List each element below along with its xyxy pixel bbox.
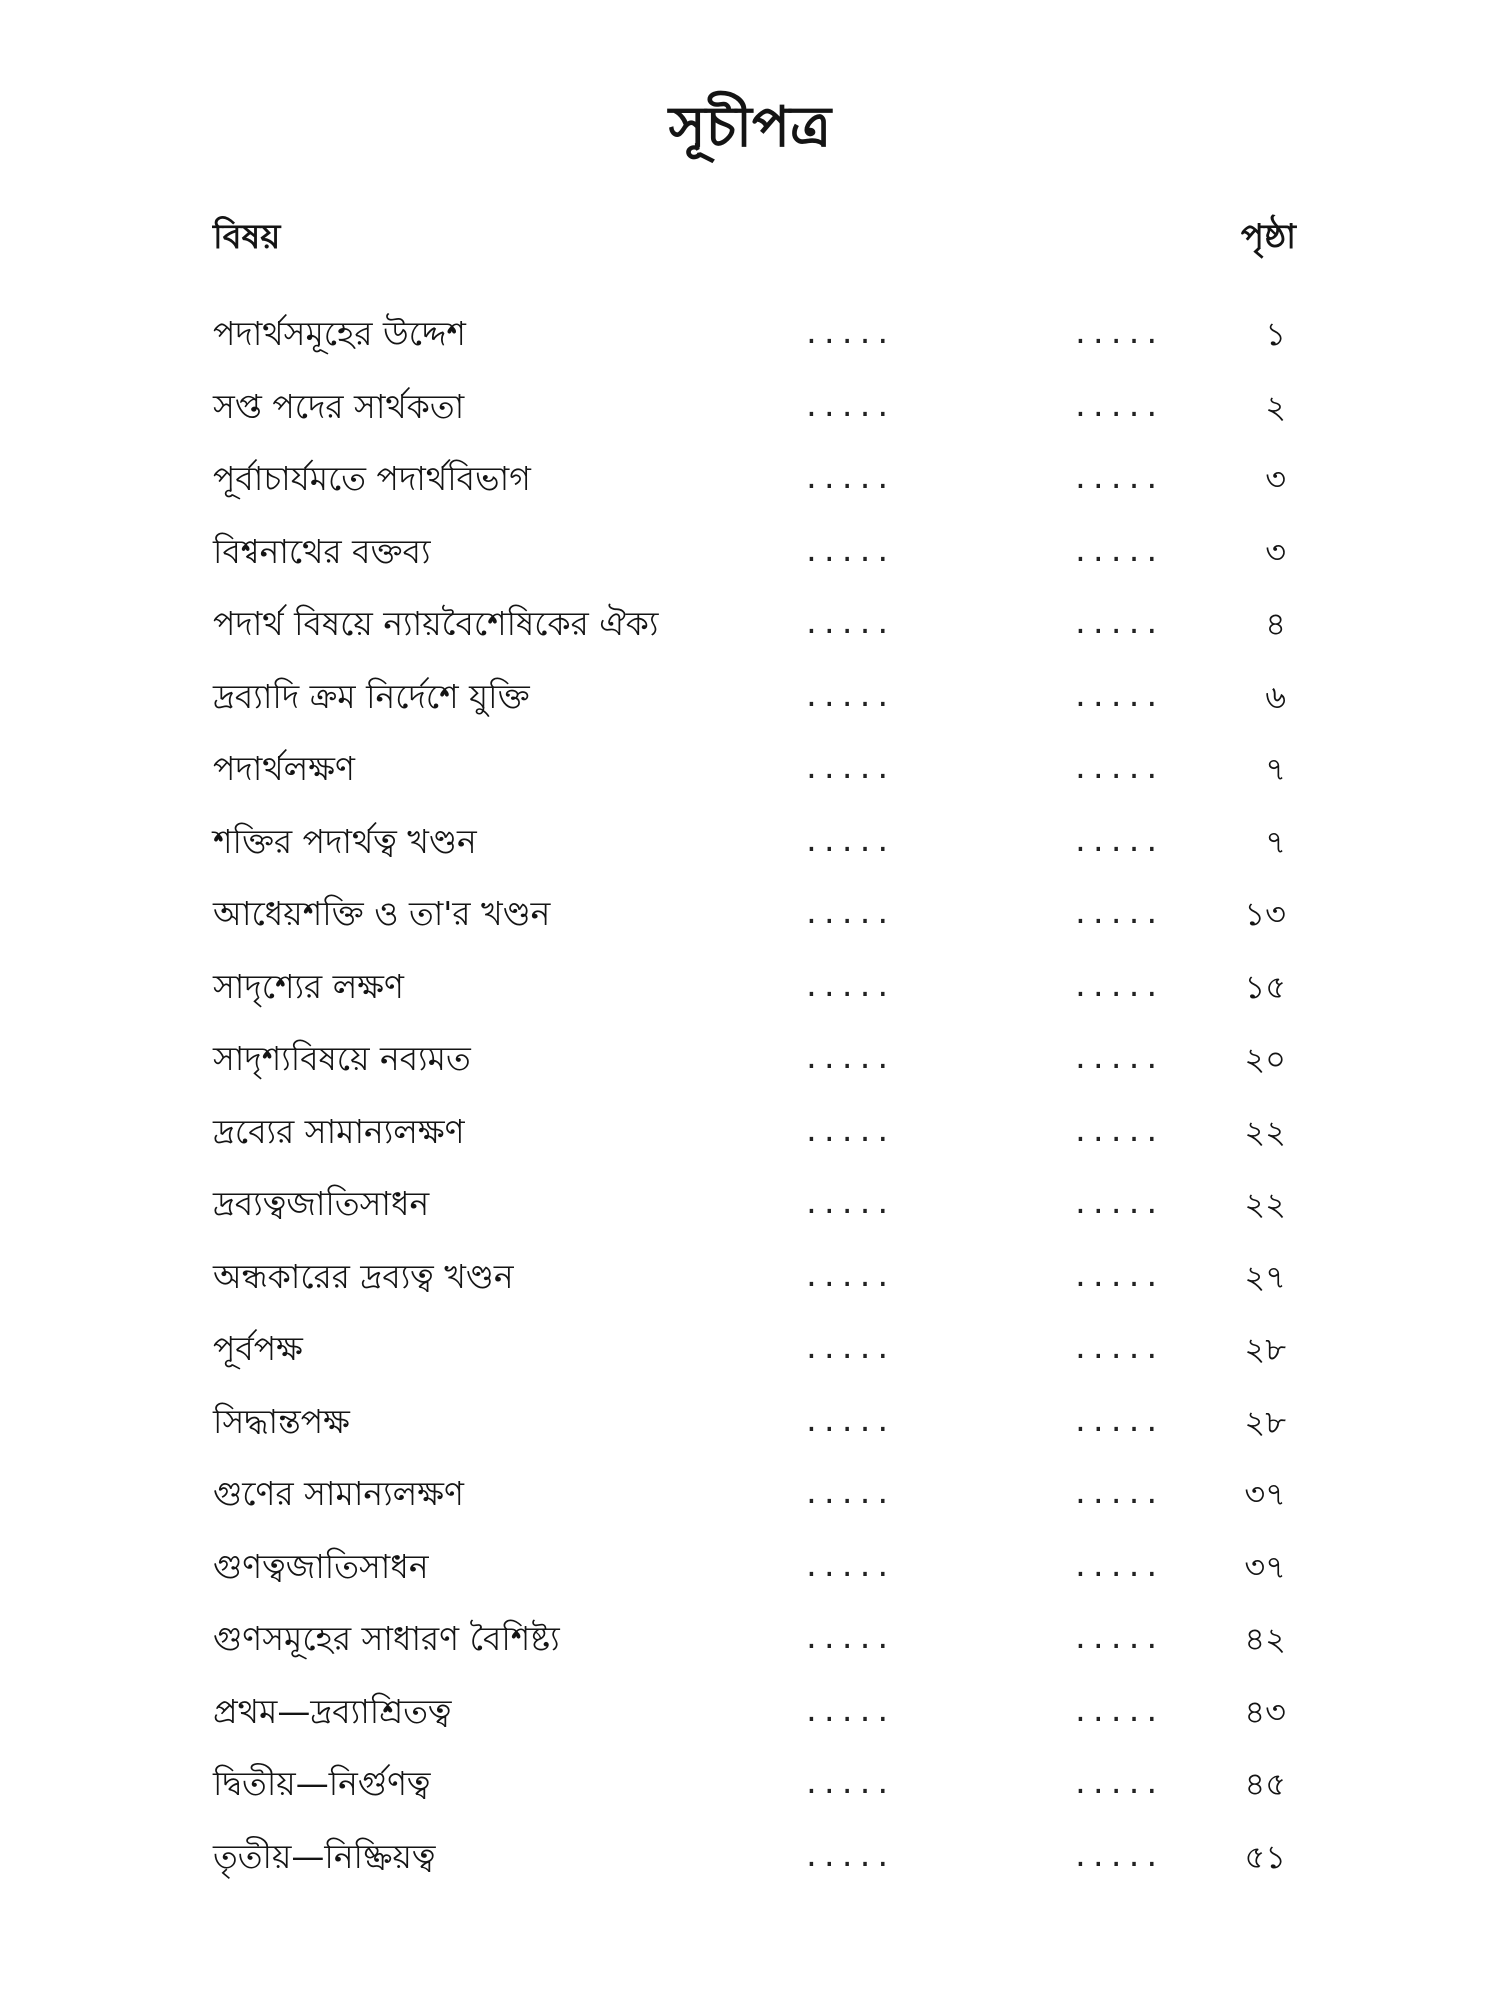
toc-entry-page-number: ২০ [1244,1040,1286,1078]
toc-entry-page-number: ৭ [1265,750,1286,788]
toc-entry-subject: সাদৃশ্যবিষয়ে নব্যমত [213,1039,471,1078]
toc-entry-subject: গুণত্বজাতিসাধন [213,1546,429,1586]
dot-leader: ..... [1072,1114,1162,1148]
dot-leader: ..... [803,969,893,1003]
dot-leader: ..... [1072,1259,1162,1293]
toc-entry-subject: শক্তির পদার্থত্ব খণ্ডন [213,821,477,861]
subject-column-header: বিষয় [213,217,281,257]
dot-leader: ..... [1072,607,1162,640]
toc-entry-page-number: ২৮ [1244,1402,1286,1441]
toc-entry-subject: অন্ধকারের দ্রব্যত্ব খণ্ডন [213,1256,514,1296]
dot-leader: ..... [803,1332,893,1365]
toc-entry-subject: গুণের সামান্যলক্ষণ [213,1474,464,1513]
dot-leader: ..... [803,534,893,568]
page-column-header: পৃষ্ঠা [1240,217,1296,257]
toc-entry-page-number: ১ [1265,315,1286,353]
dot-leader: ..... [1072,1549,1162,1583]
toc-entry-subject: প্রথম—দ্রব্যাশ্রিতত্ব [213,1691,452,1731]
toc-entry [0,955,1500,1028]
toc-entry-subject: সাদৃশ্যের লক্ষণ [213,966,404,1006]
dot-leader: ..... [1072,1404,1162,1438]
dot-leader: ..... [803,389,893,423]
dot-leader: ..... [1072,1332,1162,1365]
dot-leader: ..... [1072,1187,1162,1220]
page-title: সূচীপত্র [668,95,832,160]
dot-leader: ..... [1072,317,1162,350]
dot-leader: ..... [1072,1477,1162,1510]
toc-entry [0,1607,1500,1680]
toc-entry-subject: পূর্বপক্ষ [213,1329,303,1368]
dot-leader: ..... [803,1694,893,1728]
dot-leader: ..... [803,1549,893,1583]
dot-leader: ..... [1072,679,1162,713]
toc-entry [0,1245,1500,1318]
toc-entry [0,1172,1500,1245]
dot-leader: ..... [1072,824,1162,858]
toc-entry-subject: বিশ্বনাথের বক্তব্য [213,531,431,571]
toc-entry [0,447,1500,520]
toc-entry [0,1390,1500,1463]
dot-leader: ..... [1072,462,1162,495]
dot-leader: ..... [1072,897,1162,930]
dot-leader: ..... [803,679,893,713]
dot-leader: ..... [1072,1694,1162,1728]
toc-entry-page-number: ১৩ [1244,895,1286,933]
toc-entry-subject: সিদ্ধান্তপক্ষ [213,1401,350,1441]
dot-leader: ..... [1072,1042,1162,1075]
dot-leader: ..... [803,1187,893,1220]
dot-leader: ..... [803,1114,893,1148]
dot-leader: ..... [803,824,893,858]
toc-entry-page-number: ৪২ [1244,1620,1286,1658]
dot-leader: ..... [1072,1839,1162,1873]
toc-entry-subject: সপ্ত পদের সার্থকতা [213,386,465,426]
toc-entry-subject: পদার্থলক্ষণ [213,749,355,788]
toc-entry-page-number: ৩ [1265,532,1286,571]
dot-leader: ..... [803,1042,893,1075]
dot-leader: ..... [803,1477,893,1510]
dot-leader: ..... [803,897,893,930]
toc-entry [0,1680,1500,1753]
toc-entry [0,592,1500,665]
toc-entry [0,1462,1500,1535]
toc-entry-subject: দ্রব্যত্বজাতিসাধন [213,1184,430,1223]
toc-entry-page-number: ২৭ [1244,1257,1286,1296]
dot-leader: ..... [803,1259,893,1293]
toc-entry-page-number: ৭ [1265,822,1286,861]
dot-leader: ..... [803,317,893,350]
dot-leader: ..... [803,607,893,640]
dot-leader: ..... [1072,969,1162,1003]
toc-entry-page-number: ২ [1265,387,1286,426]
dot-leader: ..... [1072,534,1162,568]
toc-entry-subject: আধেয়শক্তি ও তা'র খণ্ডন [213,894,551,933]
toc-entry-subject: গুণসমূহের সাধারণ বৈশিষ্ট্য [213,1619,560,1658]
toc-entry-page-number: ৫১ [1244,1837,1286,1876]
toc-entry-page-number: ৪৫ [1244,1765,1286,1803]
toc-entry [0,1317,1500,1390]
toc-entry [0,1752,1500,1825]
toc-entry [0,1100,1500,1173]
dot-leader: ..... [1072,389,1162,423]
toc-entry-page-number: ২২ [1244,1185,1286,1223]
dot-leader: ..... [1072,1767,1162,1800]
toc-entry-page-number: ৩৭ [1244,1475,1286,1513]
toc-entry-page-number: ২৮ [1244,1330,1286,1368]
toc-entry-page-number: ৩৭ [1244,1547,1286,1586]
toc-entry [0,665,1500,738]
dot-leader: ..... [1072,1622,1162,1655]
toc-entry [0,882,1500,955]
toc-entry-page-number: ৬ [1265,677,1286,716]
toc-entry-subject: তৃতীয়—নিষ্ক্রিয়ত্ব [213,1836,436,1876]
dot-leader: ..... [803,1767,893,1800]
toc-entry-subject: দ্বিতীয়—নির্গুণত্ব [213,1764,431,1803]
toc-entry [0,810,1500,883]
toc-entry-subject: দ্রব্যের সামান্যলক্ষণ [213,1111,465,1151]
toc-entry-page-number: ৪৩ [1244,1692,1286,1731]
toc-entry-page-number: ২২ [1244,1112,1286,1151]
toc-entry [0,1535,1500,1608]
toc-entry-page-number: ১৫ [1244,967,1286,1006]
dot-leader: ..... [803,752,893,785]
toc-entry-subject: পদার্থ বিষয়ে ন্যায়বৈশেষিকের ঐক্য [213,604,659,643]
table-of-contents [0,302,1500,1897]
toc-entry [0,1825,1500,1898]
dot-leader: ..... [803,1622,893,1655]
dot-leader: ..... [1072,752,1162,785]
dot-leader: ..... [803,462,893,495]
toc-entry-subject: পদার্থসমূহের উদ্দেশ [213,314,466,353]
dot-leader: ..... [803,1404,893,1438]
toc-entry [0,375,1500,448]
toc-entry [0,737,1500,810]
toc-entry [0,520,1500,593]
toc-entry-page-number: ৪ [1265,605,1286,643]
toc-entry [0,302,1500,375]
toc-entry [0,1027,1500,1100]
toc-entry-subject: দ্রব্যাদি ক্রম নির্দেশে যুক্তি [213,676,530,716]
toc-entry-subject: পূর্বাচার্যমতে পদার্থবিভাগ [213,459,531,498]
toc-entry-page-number: ৩ [1265,460,1286,498]
dot-leader: ..... [803,1839,893,1873]
